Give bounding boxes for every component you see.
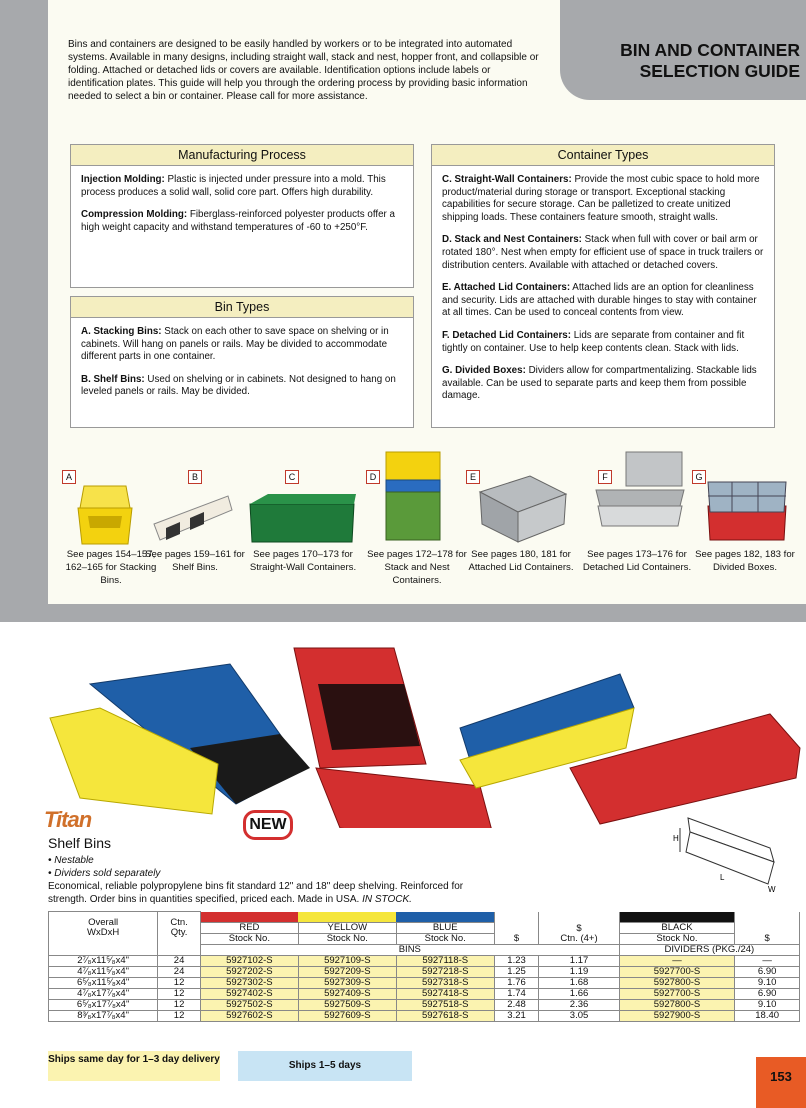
th-red: RED (200, 923, 298, 934)
detached-lid-container-image (590, 450, 686, 546)
injection-molding-text: Injection Molding: Plastic is injected under pressure into a mold. This process produces a solid wall, solid core part. Offers high durability. (81, 174, 386, 198)
th-ctn: Ctn. Qty. (158, 912, 201, 945)
cell-yellow: 5927109-S (298, 956, 396, 967)
th-black: BLACK (619, 923, 735, 934)
cell-ctn: 1.68 (539, 978, 619, 989)
cell-yellow: 5927309-S (298, 978, 396, 989)
cell-yellow: 5927509-S (298, 1000, 396, 1011)
cell-ctn: 3.05 (539, 1011, 619, 1022)
caption-e: See pages 180, 181 for Attached Lid Containers. (468, 549, 574, 573)
price-table (48, 911, 800, 1022)
caption-a: See pages 154–157, 162–165 for Stacking Bins. (65, 549, 157, 586)
th-stock-black: Stock No. (619, 934, 735, 945)
cell-div: 5927800-S (619, 978, 735, 989)
th-div-price: $ (735, 923, 800, 945)
cell-blue: 5927318-S (396, 978, 494, 989)
th-blue: BLUE (396, 923, 494, 934)
stack-nest-text: D. Stack and Nest Containers: Stack when full with cover or bail arm or rotated 180°. Nest when empty for efficient use of space in truck trailers or distribution centers. Available with attached or detached covers. (442, 234, 764, 271)
caption-d: See pages 172–178 for Stack and Nest Containers. (367, 549, 467, 586)
cell-qty: 12 (158, 989, 201, 1000)
th-overall: Overall WxDxH (49, 912, 158, 945)
titan-logo: Titan (44, 807, 92, 832)
dim-l: L (720, 873, 725, 882)
cell-divprice: 9.10 (735, 978, 800, 989)
attached-lid-text: E. Attached Lid Containers: Attached lids are an option for cleanliness and security. Lids are attached with durable hinges to stay with container at all times. Can be used to conceal contents from view. (442, 282, 757, 319)
swatch-blue (396, 912, 494, 923)
cell-yellow: 5927609-S (298, 1011, 396, 1022)
caption-b: See pages 159–161 for Shelf Bins. (145, 549, 245, 573)
cell-yellow: 5927409-S (298, 989, 396, 1000)
cell-divprice: 6.90 (735, 967, 800, 978)
cell-size: 6⁵⁄₈x17⁷⁄₈x4" (49, 1000, 158, 1011)
stacking-bins-text: A. Stacking Bins: Stack on each other to save space on shelving or in cabinets. Will hang on panels or rails. May be divided to accommodate different parts in one container. (81, 326, 389, 363)
table-row (49, 967, 800, 978)
bin-types-heading: Bin Types (71, 297, 413, 318)
dividers-label: DIVIDERS (PKG./24) (619, 945, 799, 956)
label-b: B (188, 470, 202, 484)
cell-ctn: 2.36 (539, 1000, 619, 1011)
manufacturing-heading: Manufacturing Process (71, 145, 413, 166)
cell-size: 2⁷⁄₈x11⁵⁄₈x4" (49, 956, 158, 967)
cell-price: 2.48 (494, 1000, 539, 1011)
product-bullets (48, 854, 160, 880)
cell-divprice: 6.90 (735, 989, 800, 1000)
stack-nest-container-image (380, 450, 446, 548)
legend-same-day: Ships same day for 1–3 day delivery (48, 1051, 220, 1081)
cell-blue: 5927618-S (396, 1011, 494, 1022)
product-description: Economical, reliable polypropylene bins fit standard 12" and 18" deep shelving. Reinforced for strength. Order bins in quantities specified, priced each. Made in USA. IN STOCK. (48, 881, 464, 905)
bins-label: BINS (200, 945, 619, 956)
cell-size: 8³⁄₈x17⁷⁄₈x4" (49, 1011, 158, 1022)
th-stock-blue: Stock No. (396, 934, 494, 945)
manufacturing-process-box (70, 144, 414, 288)
cell-price: 1.23 (494, 956, 539, 967)
table-row (49, 1000, 800, 1011)
cell-ctn: 1.66 (539, 989, 619, 1000)
intro-text: Bins and containers are designed to be easily handled by workers or to be integrated into automated systems. Available in many designs, including straight wall, stack and nest, hopper front, and collapsible or folding. Attached or detached lids or covers are available. Identification options include labels or identification plates. This guide will help you through the ordering process by providing basic information needed to select a bin or container. Please call for more assistance. (68, 39, 539, 102)
cell-div: 5927700-S (619, 967, 735, 978)
th-price: $ (494, 923, 539, 945)
divided-box-image (702, 470, 792, 546)
cell-divprice: 9.10 (735, 1000, 800, 1011)
cell-ctn: 1.17 (539, 956, 619, 967)
cell-price: 1.74 (494, 989, 539, 1000)
shelf-bin-image (150, 488, 234, 544)
table-row (49, 989, 800, 1000)
detached-lid-text: F. Detached Lid Containers: Lids are separate from container and fit tightly on container. Use to help keep contents clean. Stack with lids. (442, 329, 745, 354)
straight-wall-text: C. Straight-Wall Containers: Provide the most cubic space to hold more product/material during storage or transport. Exceptional stacking capabilities for secure storage. Can be palletized to create unitized shipping loads. These containers feature smooth, straight walls. (442, 174, 760, 223)
cell-blue: 5927118-S (396, 956, 494, 967)
cell-ctn: 1.19 (539, 967, 619, 978)
cell-qty: 24 (158, 956, 201, 967)
cell-red: 5927202-S (200, 967, 298, 978)
th-ctn-price: $ Ctn. (4+) (539, 923, 619, 945)
attached-lid-container-image (470, 472, 570, 544)
cell-red: 5927402-S (200, 989, 298, 1000)
title-tab (560, 0, 806, 100)
caption-c: See pages 170–173 for Straight-Wall Containers. (249, 549, 357, 573)
table-row (49, 978, 800, 989)
stacking-bin-image (70, 478, 140, 546)
cell-yellow: 5927209-S (298, 967, 396, 978)
th-yellow: YELLOW (298, 923, 396, 934)
label-a: A (62, 470, 76, 484)
cell-qty: 12 (158, 1000, 201, 1011)
cell-div: — (619, 956, 735, 967)
cell-qty: 12 (158, 978, 201, 989)
cell-qty: 24 (158, 967, 201, 978)
page-number: 153 (756, 1057, 806, 1108)
cell-size: 4⁷⁄₈x11⁵⁄₈x4" (49, 967, 158, 978)
cell-red: 5927102-S (200, 956, 298, 967)
cell-size: 6⁵⁄₈x11⁵⁄₈x4" (49, 978, 158, 989)
container-types-box (431, 144, 775, 428)
label-g: G (692, 470, 706, 484)
cell-red: 5927602-S (200, 1011, 298, 1022)
swatch-red (200, 912, 298, 923)
shelf-bins-photo (40, 638, 806, 828)
bullet-nestable: • Nestable (48, 855, 94, 866)
cell-divprice: 18.40 (735, 1011, 800, 1022)
guide-title: BIN AND CONTAINER SELECTION GUIDE (620, 40, 800, 81)
cell-qty: 12 (158, 1011, 201, 1022)
th-stock-red: Stock No. (200, 934, 298, 945)
cell-div: 5927800-S (619, 1000, 735, 1011)
compression-molding-text: Compression Molding: Fiberglass-reinforced polyester products offer a high weight capacity and withstand temperatures of -60 to +250°F. (81, 209, 395, 233)
caption-f: See pages 173–176 for Detached Lid Containers. (582, 549, 692, 573)
dimension-diagram (670, 808, 790, 894)
cell-size: 4⁷⁄₈x17⁷⁄₈x4" (49, 989, 158, 1000)
th-stock-yellow: Stock No. (298, 934, 396, 945)
bin-types-box (70, 296, 414, 428)
shelf-bins-text: B. Shelf Bins: Used on shelving or in cabinets. Not designed to hang on leveled panels or rails. May be divided. (81, 373, 396, 398)
cell-blue: 5927218-S (396, 967, 494, 978)
cell-red: 5927302-S (200, 978, 298, 989)
cell-divprice: — (735, 956, 800, 967)
swatch-yellow (298, 912, 396, 923)
dim-w: W (768, 885, 776, 894)
cell-price: 3.21 (494, 1011, 539, 1022)
divided-boxes-text: G. Divided Boxes: Dividers allow for compartmentalizing. Stackable lids available. Can be used to separate parts and keep them from possible damage. (442, 365, 757, 402)
cell-blue: 5927518-S (396, 1000, 494, 1011)
swatch-black (619, 912, 735, 923)
shelf-bins-section (0, 622, 806, 1108)
cell-div: 5927900-S (619, 1011, 735, 1022)
cell-div: 5927700-S (619, 989, 735, 1000)
label-f: F (598, 470, 612, 484)
label-e: E (466, 470, 480, 484)
table-row (49, 956, 800, 967)
container-types-heading: Container Types (432, 145, 774, 166)
cell-price: 1.76 (494, 978, 539, 989)
label-c: C (285, 470, 299, 484)
label-d: D (366, 470, 380, 484)
cell-price: 1.25 (494, 967, 539, 978)
product-name: Shelf Bins (48, 835, 112, 851)
dim-h: H (673, 834, 679, 843)
caption-g: See pages 182, 183 for Divided Boxes. (695, 549, 795, 573)
cell-blue: 5927418-S (396, 989, 494, 1000)
new-badge: NEW (243, 810, 293, 840)
cell-red: 5927502-S (200, 1000, 298, 1011)
table-row (49, 1011, 800, 1022)
legend-1-5-days: Ships 1–5 days (238, 1051, 412, 1081)
straight-wall-container-image (248, 490, 358, 546)
bullet-dividers: • Dividers sold separately (48, 868, 161, 879)
